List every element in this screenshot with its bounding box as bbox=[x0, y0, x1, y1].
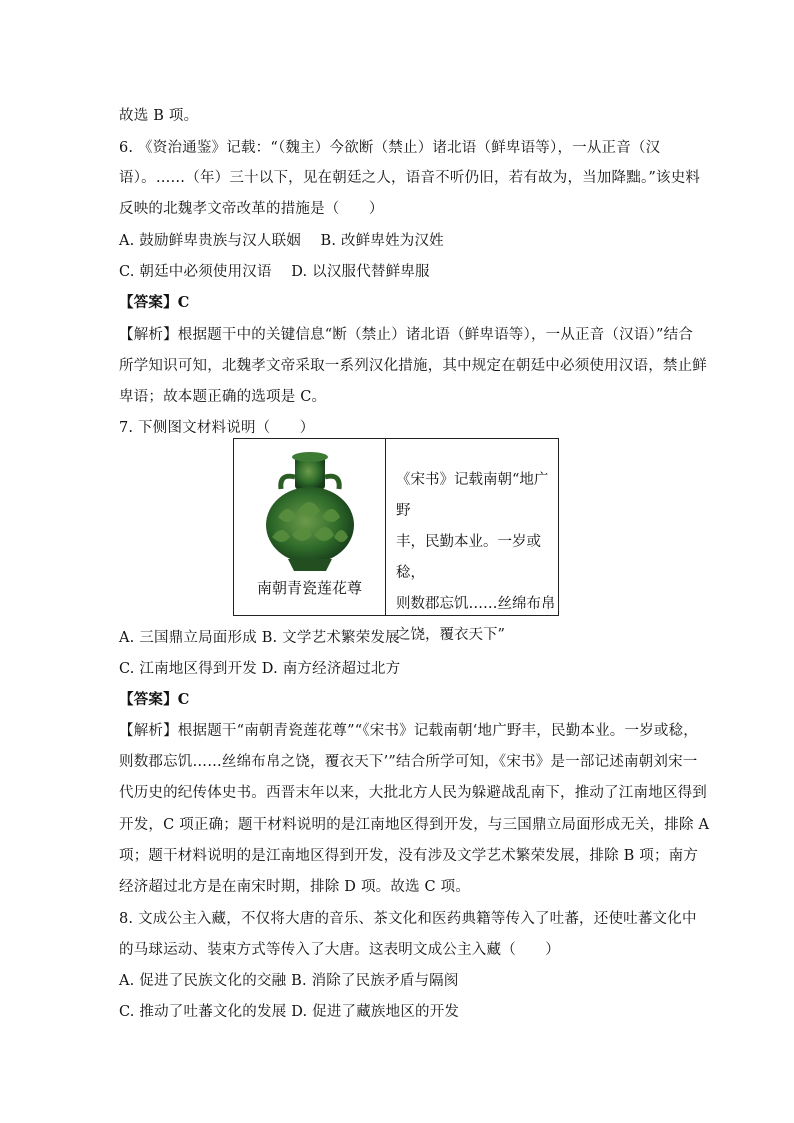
question-8-line-1: 8. 文成公主入藏，不仅将大唐的音乐、茶文化和医药典籍等传入了吐蕃，还使吐蕃文化中 bbox=[119, 911, 697, 927]
figure-text-line: 之饶，覆衣天下” bbox=[396, 627, 505, 643]
analysis-7-line-5: 项；题干材料说明的是江南地区得到开发，没有涉及文学艺术繁荣发展，排除 B 项；南方 bbox=[119, 848, 699, 864]
question-6-line-1: 6. 《资治通鉴》记载：“（魏主）今欲断（禁止）诸北语（鲜卑语等），一从正音（汉 bbox=[119, 140, 661, 156]
figure-text-line: 《宋书》记载南朝“地广野 bbox=[396, 472, 549, 519]
figure-box bbox=[233, 438, 559, 643]
figure-caption: 南朝青瓷莲花尊 bbox=[256, 579, 362, 597]
question-6-line-3: 反映的北魏孝文帝改革的措施是（ ） bbox=[119, 201, 384, 217]
question-6-options-ab: A. 鼓励鲜卑贵族与汉人联姻 B. 改鲜卑姓为汉姓 bbox=[119, 233, 444, 249]
question-7-line-1: 7. 下侧图文材料说明（ ） bbox=[119, 420, 315, 436]
figure-text-line: 则数郡忘饥……丝绵布帛 bbox=[396, 596, 556, 612]
analysis-7-line-4: 开发，C 项正确；题干材料说明的是江南地区得到开发，与三国鼎立局面形成无关，排除 A bbox=[119, 817, 710, 833]
question-6-options-cd: C. 朝廷中必须使用汉语 D. 以汉服代替鲜卑服 bbox=[119, 264, 430, 280]
figure-text-line: 丰，民勤本业。一岁或稔， bbox=[396, 534, 541, 581]
question-7-options-ab: A. 三国鼎立局面形成 B. 文学艺术繁荣发展 bbox=[119, 630, 400, 646]
analysis-6-line-1: 【解析】根据题干中的关键信息“断（禁止）诸北语（鲜卑语等），一从正音（汉语）”结合 bbox=[119, 327, 694, 343]
answer-6: 【答案】C bbox=[119, 294, 190, 311]
question-8-options-ab: A. 促进了民族文化的交融 B. 消除了民族矛盾与隔阂 bbox=[119, 973, 459, 989]
analysis-7-line-2: 则数郡忘饥……丝绵布帛之饶，覆衣天下’”结合所学可知，《宋书》是一部记述南朝刘宋一 bbox=[119, 754, 698, 770]
lotus-vase-icon bbox=[248, 447, 372, 577]
question-8-line-2: 的马球运动、装束方式等传入了大唐。这表明文成公主入藏（ ） bbox=[119, 942, 560, 958]
question-7-options-cd: C. 江南地区得到开发 D. 南方经济超过北方 bbox=[119, 661, 401, 677]
analysis-7-line-1: 【解析】根据题干“南朝青瓷莲花尊”“《宋书》记载南朝‘地广野丰，民勤本业。一岁或稔， bbox=[119, 723, 698, 739]
figure-text-cell bbox=[386, 439, 558, 643]
answer-7: 【答案】C bbox=[119, 691, 190, 708]
analysis-7-line-3: 代历史的纪传体史书。西晋末年以来，大批北方人民为躲避战乱南下，推动了江南地区得到 bbox=[119, 785, 707, 801]
text-line: 故选 B 项。 bbox=[119, 108, 199, 124]
analysis-7-line-6: 经济超过北方是在南宋时期，排除 D 项。故选 C 项。 bbox=[119, 879, 471, 895]
question-8-options-cd: C. 推动了吐蕃文化的发展 D. 促进了藏族地区的开发 bbox=[119, 1004, 460, 1020]
analysis-6-line-3: 卑语；故本题正确的选项是 C。 bbox=[119, 389, 327, 405]
figure-image-cell bbox=[234, 439, 386, 615]
analysis-6-line-2: 所学知识可知，北魏孝文帝采取一系列汉化措施，其中规定在朝廷中必须使用汉语，禁止鲜 bbox=[119, 358, 707, 374]
question-6-line-2: 语）。……（年）三十以下，见在朝廷之人，语音不听仍旧，若有故为，当加降黜。”该史料 bbox=[119, 170, 701, 186]
